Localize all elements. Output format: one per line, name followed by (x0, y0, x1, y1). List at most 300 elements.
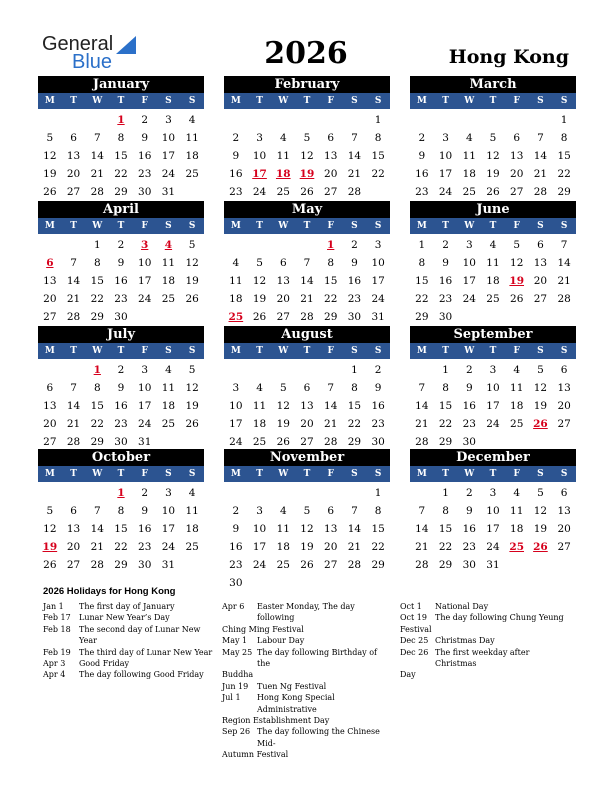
day: 27 (324, 186, 338, 198)
weekday-label: T (303, 221, 311, 231)
empty-day (295, 111, 319, 129)
holiday-item (222, 635, 392, 646)
day: 18 (510, 523, 524, 535)
day: 26 (185, 418, 199, 430)
weekday-label: T (442, 221, 449, 231)
weekday-label: F (141, 221, 148, 231)
day: 6 (70, 505, 77, 517)
weekday-label: W (92, 346, 103, 356)
month-july (38, 326, 204, 451)
day-grid (224, 484, 390, 592)
day: 27 (557, 418, 571, 430)
holiday-day: 19 (42, 541, 58, 553)
day: 4 (256, 382, 263, 394)
day: 1 (93, 239, 101, 251)
day: 5 (489, 132, 497, 144)
day: 17 (371, 275, 385, 287)
day: 2 (117, 239, 125, 251)
day: 16 (371, 400, 385, 412)
day: 12 (533, 382, 548, 394)
weekday-header (410, 93, 576, 109)
holiday-date: Jul 1 (222, 693, 241, 703)
day: 3 (141, 364, 149, 376)
weekday-header (38, 343, 204, 359)
day: 12 (43, 150, 57, 162)
holiday-name: The day following Good Friday (79, 670, 204, 680)
day: 16 (462, 400, 476, 412)
day: 26 (43, 559, 57, 571)
day: 29 (557, 186, 571, 198)
day: 25 (185, 541, 199, 553)
day: 23 (114, 418, 128, 430)
weekday-label: S (188, 96, 196, 106)
day: 30 (347, 311, 362, 323)
day: 7 (93, 132, 101, 144)
day: 3 (489, 487, 497, 499)
day: 9 (374, 382, 382, 394)
weekday-label: S (165, 469, 172, 479)
empty-day (224, 236, 248, 254)
day: 3 (374, 239, 382, 251)
day: 28 (347, 559, 362, 571)
day: 8 (418, 257, 426, 269)
day: 9 (465, 382, 473, 394)
day: 12 (185, 257, 199, 269)
day: 12 (486, 150, 500, 162)
day: 9 (117, 382, 125, 394)
month-march (410, 76, 576, 219)
day: 19 (533, 523, 548, 535)
holiday-name: The second day of Lunar New Year (79, 624, 201, 646)
holiday-item (222, 647, 392, 670)
month-title: May (224, 201, 390, 218)
empty-day (38, 361, 62, 379)
empty-day (62, 111, 86, 129)
holiday-column (43, 601, 213, 681)
weekday-label: T (117, 346, 125, 356)
day: 15 (90, 275, 104, 287)
empty-day (505, 111, 529, 129)
day: 10 (252, 523, 267, 535)
day: 27 (66, 186, 81, 198)
month-title: October (38, 449, 204, 466)
holiday-item (400, 601, 570, 612)
holiday-day: 19 (509, 275, 525, 287)
day: 1 (442, 364, 449, 376)
day: 13 (300, 400, 314, 412)
weekday-label: T (256, 469, 263, 479)
day: 16 (138, 523, 152, 535)
day: 12 (533, 505, 548, 517)
day: 6 (560, 487, 568, 499)
day: 8 (93, 257, 101, 269)
weekday-label: S (188, 346, 196, 356)
day: 2 (442, 239, 449, 251)
holiday-name: Good Friday (79, 659, 130, 669)
day: 12 (43, 523, 57, 535)
day: 4 (513, 364, 521, 376)
day: 11 (161, 257, 176, 269)
day: 20 (510, 168, 524, 180)
weekday-label: W (464, 469, 475, 479)
day: 26 (252, 311, 267, 323)
day: 30 (114, 311, 128, 323)
day: 3 (232, 382, 240, 394)
day: 7 (327, 382, 335, 394)
day: 31 (138, 436, 152, 448)
day: 2 (465, 487, 473, 499)
day: 7 (303, 257, 311, 269)
day: 24 (229, 436, 243, 448)
day: 13 (66, 523, 81, 535)
day: 8 (374, 505, 382, 517)
day: 9 (465, 505, 473, 517)
holiday-date: Dec 25 (400, 636, 429, 646)
day: 24 (371, 293, 385, 305)
day: 22 (114, 541, 128, 553)
day: 29 (114, 559, 128, 571)
month-june (410, 201, 576, 326)
weekday-label: T (442, 469, 449, 479)
day: 15 (324, 275, 338, 287)
holiday-name-continued: Day (400, 670, 416, 680)
month-title: July (38, 326, 204, 343)
weekday-label: F (327, 469, 334, 479)
month-april (38, 201, 204, 326)
day: 5 (188, 239, 196, 251)
holiday-name: Easter Monday, The day following (257, 602, 355, 623)
holiday-date: Feb 17 (43, 613, 71, 623)
weekday-label: W (278, 96, 289, 106)
day: 3 (256, 132, 263, 144)
day: 26 (185, 293, 199, 305)
weekday-label: T (303, 96, 311, 106)
holiday-day: 19 (299, 168, 315, 180)
holiday-item (43, 658, 213, 669)
day: 1 (442, 487, 449, 499)
empty-day (248, 484, 272, 502)
day: 1 (374, 487, 382, 499)
day: 22 (90, 293, 104, 305)
day: 3 (489, 364, 497, 376)
day: 5 (46, 132, 54, 144)
day: 18 (185, 150, 199, 162)
day: 15 (371, 523, 385, 535)
day: 25 (276, 186, 290, 198)
empty-day (410, 361, 434, 379)
day: 25 (185, 168, 199, 180)
day: 2 (374, 364, 382, 376)
holiday-item (222, 692, 392, 715)
day: 4 (513, 487, 521, 499)
weekday-label: M (44, 346, 55, 356)
day: 9 (141, 505, 149, 517)
weekday-label: M (416, 346, 427, 356)
weekday-label: S (560, 221, 568, 231)
day: 9 (232, 150, 240, 162)
day: 1 (418, 239, 426, 251)
day: 5 (537, 364, 544, 376)
weekday-label: F (141, 96, 148, 106)
day: 21 (90, 541, 104, 553)
day: 23 (138, 168, 152, 180)
day: 19 (300, 541, 314, 553)
holiday-name: Christmas Day (435, 636, 495, 646)
holiday-day: 17 (252, 168, 267, 180)
weekday-label: S (351, 96, 358, 106)
day: 8 (374, 132, 382, 144)
day: 28 (300, 311, 314, 323)
holidays-title: 2026 Holidays for Hong Kong (43, 586, 176, 597)
month-title: November (224, 449, 390, 466)
month-title: March (410, 76, 576, 93)
day-grid (410, 236, 576, 326)
weekday-label: S (560, 469, 568, 479)
day: 25 (486, 293, 500, 305)
day: 1 (560, 114, 568, 126)
weekday-label: M (44, 96, 55, 106)
day: 11 (161, 382, 176, 394)
empty-day (248, 361, 272, 379)
day: 20 (43, 293, 57, 305)
day: 11 (252, 400, 267, 412)
month-august (224, 326, 390, 469)
day: 30 (229, 577, 243, 589)
day: 14 (347, 150, 362, 162)
holiday-name: The third day of Lunar New Year (79, 647, 213, 657)
weekday-header (224, 218, 390, 234)
day: 3 (165, 114, 172, 126)
day: 22 (114, 168, 128, 180)
day: 13 (533, 257, 548, 269)
holiday-item (222, 681, 392, 692)
day: 17 (138, 400, 152, 412)
day: 15 (438, 400, 453, 412)
weekday-label: T (70, 221, 77, 231)
day: 5 (513, 239, 521, 251)
holiday-name: The day following the Chinese Mid- (257, 727, 380, 748)
empty-day (85, 111, 109, 129)
empty-day (295, 361, 319, 379)
holiday-name: Lunar New Year’s Day (79, 613, 170, 623)
day: 30 (138, 559, 152, 571)
month-may (224, 201, 390, 326)
day: 16 (462, 523, 476, 535)
day: 19 (276, 418, 290, 430)
day: 26 (486, 186, 500, 198)
month-october (38, 449, 204, 574)
weekday-label: M (230, 96, 241, 106)
day: 18 (276, 541, 290, 553)
day: 29 (438, 436, 453, 448)
day: 27 (510, 186, 524, 198)
holiday-date: Feb 19 (43, 647, 71, 657)
day: 6 (537, 239, 544, 251)
empty-day (457, 111, 481, 129)
empty-day (85, 484, 109, 502)
day: 15 (90, 400, 104, 412)
day: 25 (161, 293, 176, 305)
day: 5 (279, 382, 287, 394)
weekday-label: T (70, 96, 77, 106)
day: 12 (185, 382, 199, 394)
day: 10 (438, 150, 453, 162)
empty-day (271, 361, 295, 379)
day: 13 (276, 275, 290, 287)
holiday-day: 1 (327, 239, 335, 251)
weekday-label: F (513, 469, 520, 479)
day: 26 (300, 186, 314, 198)
weekday-header (224, 466, 390, 482)
day-grid (38, 111, 204, 201)
empty-day (295, 484, 319, 502)
weekday-label: T (303, 346, 311, 356)
weekday-label: T (256, 96, 263, 106)
day: 7 (537, 132, 544, 144)
day: 22 (438, 418, 453, 430)
day-grid (410, 361, 576, 451)
empty-day (410, 111, 434, 129)
day: 28 (533, 186, 548, 198)
day: 5 (188, 364, 196, 376)
day-grid (410, 484, 576, 574)
day: 24 (138, 418, 152, 430)
holiday-day: 26 (533, 418, 548, 430)
month-title: February (224, 76, 390, 93)
day: 27 (557, 541, 571, 553)
holiday-date: Apr 6 (222, 602, 245, 611)
day: 9 (232, 523, 240, 535)
holiday-date: Jan 1 (43, 602, 64, 611)
empty-day (529, 111, 553, 129)
day: 4 (165, 364, 172, 376)
day: 13 (43, 275, 57, 287)
day: 31 (161, 186, 176, 198)
day: 13 (557, 505, 571, 517)
holiday-date: Sep 26 (222, 727, 251, 737)
weekday-label: W (464, 346, 475, 356)
day: 24 (161, 168, 176, 180)
day: 10 (252, 150, 267, 162)
day: 20 (300, 418, 314, 430)
day: 15 (114, 523, 128, 535)
empty-day (38, 111, 62, 129)
day: 13 (324, 150, 338, 162)
day: 9 (117, 257, 125, 269)
day-grid (38, 236, 204, 326)
day: 18 (185, 523, 199, 535)
empty-day (319, 484, 343, 502)
empty-day (271, 236, 295, 254)
day: 10 (486, 505, 500, 517)
holiday-item (222, 601, 392, 624)
weekday-label: W (464, 221, 475, 231)
empty-day (62, 361, 86, 379)
day: 22 (557, 168, 571, 180)
holiday-name: The day following Birthday of the (257, 647, 378, 669)
day: 28 (415, 559, 429, 571)
day: 18 (229, 293, 243, 305)
month-december (410, 449, 576, 574)
weekday-label: T (442, 96, 449, 106)
day: 7 (93, 505, 101, 517)
day: 10 (161, 505, 176, 517)
weekday-label: M (230, 221, 241, 231)
month-title: September (410, 326, 576, 343)
day: 26 (276, 436, 290, 448)
day: 7 (70, 382, 77, 394)
day: 8 (351, 382, 358, 394)
weekday-label: T (117, 469, 125, 479)
weekday-label: S (165, 221, 172, 231)
day: 17 (486, 400, 500, 412)
day: 6 (46, 382, 54, 394)
weekday-label: S (188, 221, 196, 231)
holiday-day: 4 (164, 239, 173, 251)
day: 27 (533, 293, 548, 305)
empty-day (248, 111, 272, 129)
empty-day (271, 484, 295, 502)
page-title-year: 2026 (264, 36, 348, 71)
day: 24 (486, 541, 500, 553)
day: 17 (138, 275, 152, 287)
day: 2 (232, 132, 240, 144)
weekday-label: S (374, 346, 382, 356)
day: 18 (510, 400, 524, 412)
day: 16 (138, 150, 152, 162)
weekday-label: T (489, 221, 497, 231)
day: 8 (93, 382, 101, 394)
weekday-label: T (489, 96, 497, 106)
day: 12 (510, 257, 524, 269)
weekday-label: M (416, 96, 427, 106)
day: 3 (465, 239, 473, 251)
day: 28 (324, 436, 338, 448)
holiday-date: Oct 19 (400, 613, 427, 623)
day: 14 (90, 150, 104, 162)
holiday-date: Oct 1 (400, 602, 422, 611)
weekday-label: M (416, 469, 427, 479)
day: 29 (114, 186, 128, 198)
holiday-date: Apr 3 (43, 659, 66, 669)
weekday-label: T (303, 469, 311, 479)
weekday-label: S (188, 469, 196, 479)
day: 17 (229, 418, 243, 430)
day: 16 (415, 168, 429, 180)
weekday-label: S (351, 346, 358, 356)
day: 10 (161, 132, 176, 144)
holiday-name-continued: Ching Ming Festival (222, 624, 304, 634)
month-title: December (410, 449, 576, 466)
empty-day (224, 361, 248, 379)
day: 6 (327, 132, 335, 144)
weekday-label: W (278, 469, 289, 479)
empty-day (343, 111, 367, 129)
weekday-label: S (351, 221, 358, 231)
holiday-name-continued: Autumn Festival (222, 750, 289, 760)
day: 22 (347, 418, 362, 430)
day: 21 (415, 541, 429, 553)
day: 27 (324, 559, 338, 571)
month-title: August (224, 326, 390, 343)
day: 14 (66, 275, 81, 287)
weekday-label: S (560, 346, 568, 356)
holiday-date: May 1 (222, 636, 248, 646)
day: 25 (276, 559, 290, 571)
day: 7 (70, 257, 77, 269)
weekday-label: F (141, 346, 148, 356)
empty-day (434, 111, 458, 129)
